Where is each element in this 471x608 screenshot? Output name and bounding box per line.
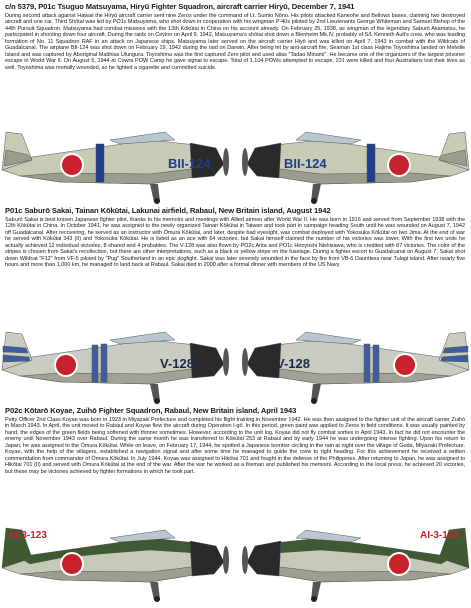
aircraft-code-left: BII-124: [168, 156, 211, 171]
aircraft-right-profile: [242, 132, 469, 204]
section-sakai: [0, 206, 471, 406]
section-title: c/n 5379, P01c Tsuguo Matsuyama, Hiryū Fighter Squadron, aircraft carrier Hiryū, December 7, 1941: [5, 2, 355, 11]
aircraft-code-left: V-128: [160, 356, 194, 371]
aircraft-profile-pair: [0, 110, 471, 205]
aircraft-code-right: AI-3-123: [420, 530, 459, 541]
section-title: P02c Kōtarō Koyae, Zuihō Fighter Squadron, Rabaul, New Britain island, April 1943: [5, 406, 297, 415]
aircraft-left-profile: [2, 332, 229, 404]
section-koyae: [0, 406, 471, 608]
aircraft-profile-pair: [0, 506, 471, 606]
aircraft-illustration: [0, 110, 471, 205]
aircraft-code-right: BII-124: [284, 156, 327, 171]
aircraft-code-right: V-128: [276, 356, 310, 371]
aircraft-illustration: [0, 310, 471, 405]
aircraft-illustration: [0, 506, 471, 606]
aircraft-code-left: AI-3-123: [8, 530, 47, 541]
aircraft-left-profile: [2, 528, 229, 602]
section-description: Petty Officer 2nd Class Koyae was born in 1923 in Miyazaki Prefecture and completed his flight training in November 1942. He was then assigned to the fighter unit of the aircraft carrier Zuihō in March 1943. In April, the unit moved to Rabaul and Koyae flew the aircraft during Operation I-gō. In this period, green paint was applied to Zeros in field conditions. It was usually painted by hand, the edges of the green fields being softened with thinner sometimes. However, according to the unit log, Koyae did not fly combat sorties in April 1943. In fact he did not encounter the enemy until November 1943 over Rabaul. During the same month he was transferred to Kōkūtai 253 at Rabaul and by early 1944 he was undergoing intense fighting. Upon his return to Japan, he was assigned to the Ōmura Kōkūtai. While on leave, on February 17, 1944, he spotted a Japanese bomber circling in the rain at night over the village of Goda, Miyazaki Prefecture. Koyae, with the help of the villagers, established a navigation signal and after some time he managed to guide the crew to right heading. For this achievement he received a written commendation from commander of Ōmura Kōkūtai. In July 1944, Koyae was assigned to Hikōtai 701 and fought in the defense of the Philippines. After returning to Japan, he was assigned to Hikōtai 701 (II) and served with Ōmura Kōkūtai at the end of the war. After the war he worked as a fireman and published his memoirs. According to the local press, he achieved 20 victories, but these may be victories achieved by fighter formations in which he took part.: [5, 417, 465, 475]
aircraft-profile-pair: [0, 310, 471, 405]
aircraft-left-profile: [2, 132, 229, 204]
section-description: Saburō Sakai is best known Japanese fighter pilot, thanks to his memoirs and meetings with Allied airmen after World War II. He was born in 1916 and served from September 1938 with the 12th Kōkūtai in China. In October 1941, he was assigned to the newly organized Tainan Kōkūtai in Taiwan and took part in campaign heading South until he was wounded on August 7, 1942 off Guadalcanal. After recovering, he served as an instructor with Ōmura Kōkūtai, and later, despite bad eyesight, was combat deployed with Yokosuka Kōkūtai on Iwo Jima. At the end of war he served with Kōkūtai 343 (II) and Yokosuka Kōkūtai. He is listed as an ace with 64 victories, but Sakai himself claimed the number of his victories was lower. With the first two units he actually achieved 12 individual victories, 8 shared and 4 probables. The V-128 was also flown by PO2c Arita and PO1c Hiroyoshi Nishizawa, who is credited with 87 victories. The color of the stripes is chosen from Sakai's recollection, but there are other interpretations, such as a black or yellow stripe on the fuselage. During a fighter escort to Guadalcanal on August 7, Sakai shot down Wildcat "F12" from VF-5 piloted by "Pug" Southerland in an epic dogfight. Sakai was later severely wounded in the face by fire from VB-6 Dauntless near Tulagi island. After nearly five hours and more than 1,000 km, he managed to land back at Rabaul. Sakai died in 2000 after a formal dinner with members of the US Navy.: [5, 217, 465, 269]
section-description: During second attack against Hawaii the Hiryū aircraft carrier sent nine Zeros under the command of Lt. Sumio Nōno. His pilots attacked Kaneohe and Bellows bases, claiming two destroyed aircraft and one car. Third Shōtai was led by PO1c Matsuyama, who shot down in cooperation with his wingman P-40s piloted by 2nd Lieutenants George Whiteman and Samuel Bishop of the 44th Pursuit Squadron. Matsuyama had combat missions with the 13th Kōkūtai in China on his account already. On February 25, 1938, as wingman of the legendary Saburō Akamatsu, he participated in shooting down four aircraft. During the raids on Ceylon on April 9, 1942, Matsuyama's shōtai shot down a Blenheim Mk.IV, probably of S/L Kenneth Ault's crew, who was leading formation of No. 11 Squadron RAF in an attack on Japanese ships. Matsuyama later served on the aircraft carrier Hiyō and was killed on April 7, 1943 in combat with the Wildcats of Guadalcanal. The airplane BII-124 was shot down on February 19, 1942 during the raid on Darwin. After being hit by anti-aircraft fire, Seaman 1st class Hajime Toyoshima landed on Melville Island and was captured by Aboriginal Matthias Ulungura. Toyoshima was the first captured Zero pilot and used alias "Tadao Minami". He became one of the organizers of the largest prisoner escape in World War II. On August 5, 1944 at Cowra POW Camp he gave signal to escape. Total of 1,104 POWs attempted to escape, 231 were killed and four Australians lost their lives as well. Toyoshima was mortally wounded, so he lighted a cigarette and committed suicide.: [5, 13, 465, 71]
section-matsuyama: [0, 2, 471, 207]
section-title: P01c Saburō Sakai, Tainan Kōkūtai, Lakunai airfield, Rabaul, New Britain island, August 1942: [5, 206, 331, 215]
